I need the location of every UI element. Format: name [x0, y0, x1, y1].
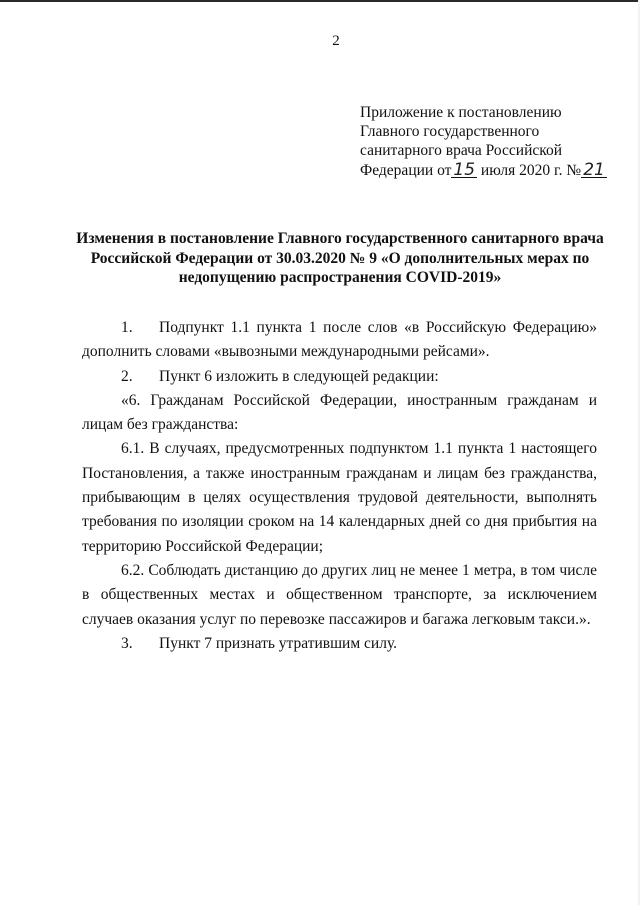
appendix-date-prefix: Федерации от: [360, 161, 452, 179]
appendix-line-2: Главного государственного: [360, 123, 540, 141]
paragraph-item-2: [82, 365, 597, 389]
title-line-1: Изменения в постановление Главного государственного санитарного врача: [76, 230, 604, 247]
appendix-line-3: санитарного врача Российской: [360, 142, 563, 160]
item-number: 3.: [121, 634, 133, 652]
item-number: 1.: [121, 319, 133, 336]
appendix-line-1: Приложение к постановлению: [360, 104, 562, 121]
item-text: Подпункт 1.1 пункта 1 после слов «в Российскую Федерацию» дополнить словами «вывозными международными рейсами».: [82, 319, 597, 361]
title-line-2: Российской Федерации от 30.03.2020 № 9 «О дополнительных мерах по: [90, 249, 590, 267]
item-text: Пункт 6 изложить в следующей редакции:: [159, 367, 439, 385]
paragraph-item-3: [82, 632, 597, 656]
item-text: Пункт 7 признать утратившим силу.: [159, 634, 398, 652]
paragraph-item-6: [82, 389, 597, 438]
appendix-line-4: [360, 161, 630, 180]
appendix-date-middle: июля 2020 г. №: [480, 161, 582, 179]
document-body: [82, 316, 597, 656]
page-number: 2: [332, 33, 340, 49]
item-text: 6.1. В случаях, предусмотренных подпунктом 1.1 пункта 1 настоящего Постановления, а также иностранным гражданам и лицам без гражданства, прибывающим в целях осуществления трудовой деятельности, выполнять требования по изоляции сроком на 14 календарных дней со дня прибытия на территорию Российской Федерации;: [82, 440, 597, 555]
paragraph-item-6-2: [82, 559, 597, 632]
handwritten-day: 15: [453, 159, 476, 180]
item-text: «6. Гражданам Российской Федерации, иностранным гражданам и лицам без гражданства:: [82, 391, 597, 434]
scan-top-edge: [0, 0, 640, 2]
item-text: 6.2. Соблюдать дистанцию до других лиц не менее 1 метра, в том числе в общественных местах и общественном транспорте, за исключением случаев оказания услуг по перевозке пассажиров и багажа легковым такси.».: [82, 561, 597, 628]
paragraph-item-6-1: [82, 437, 597, 558]
paragraph-item-1: [82, 316, 597, 365]
appendix-header: [360, 103, 630, 180]
item-number: 2.: [121, 367, 133, 385]
document-title: [60, 229, 620, 288]
title-line-3: недопущению распространения COVID-2019»: [178, 269, 502, 286]
handwritten-number: 21: [583, 159, 605, 180]
